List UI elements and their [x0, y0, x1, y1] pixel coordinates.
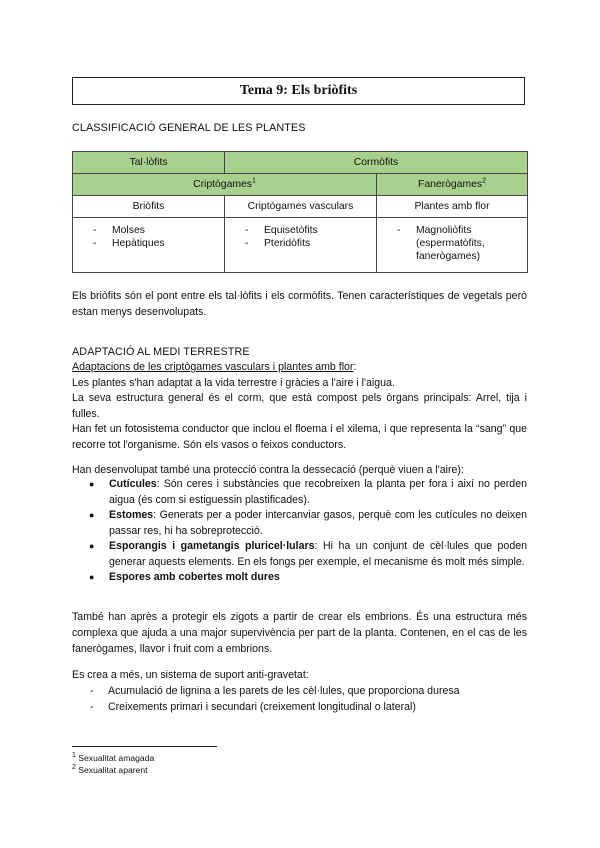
list-item: - Molses [93, 224, 224, 237]
classification-table [72, 151, 528, 273]
table-cell-briofits: Briòfits [73, 196, 225, 218]
table-row [73, 174, 528, 196]
list-item: - Pteridòfits [245, 237, 376, 250]
footnote: $^1$ Sexualitat amagada [72, 752, 155, 763]
embryos-paragraph: També han après a protegir els zigots a partir de crear els embrions. És una estructura més complexa que ajuda a una major supervivència per part de la planta. Contenen, en el cas de les fanerògames, llavor i fruit com a embrions. [72, 611, 527, 655]
section-heading-classification: CLASSIFICACIÓ GENERAL DE LES PLANTES [72, 122, 306, 134]
page-title: Tema 9: Els briòfits [239, 83, 358, 98]
list-item: ● Espores amb cobertes molt dures [72, 570, 527, 586]
list-item: - Hepàtiques [93, 237, 224, 250]
table-cell-criptogames: Criptògames$^1$ [73, 174, 377, 196]
list-item: ● Esporangis i gametangis pluricel·lulars: Hi ha un conjunt de cèl·lules que poden generar aquests elements. En els fongs per exemple, el mecanisme és molt més simple. [72, 539, 527, 570]
table-cell-plantes-flor: Plantes amb flor [377, 196, 528, 218]
table-cell-list-vasculars [225, 218, 377, 273]
list-item: ● Estomes: Generats per a poder intercanviar gasos, perquè com les cutícules no deixen passar res, hi ha sobreprotecció. [72, 508, 527, 539]
list-item: ● Cutícules: Són ceres i substàncies que recobreixen la planta per fora i així no perden aigua (és com si estiguessin plastificades). [72, 477, 527, 508]
footnotes [72, 752, 154, 776]
section-heading-adaptation: ADAPTACIÓ AL MEDI TERRESTRE [72, 346, 250, 358]
adaptation-block [72, 360, 527, 453]
paragraph: La seva estructura general és el corm, que està compost pels òrgans principals: Arrel, tija i fulles. [72, 392, 527, 420]
support-paragraph: Es crea a més, un sistema de suport anti-gravetat: [72, 669, 309, 681]
table-cell-list-flor [377, 218, 528, 273]
title-box [72, 77, 525, 105]
support-list [72, 683, 527, 715]
table-cell-cormofits: Cormòfits [225, 152, 528, 174]
protection-list [72, 477, 527, 586]
list-item: - Magnoliòfits (espermatòfits, fanerògames) [397, 224, 527, 263]
list-item: - Equisetòfits [245, 224, 376, 237]
table-row [73, 196, 528, 218]
table-row [73, 152, 528, 174]
table-cell-criptogames-vasculars: Criptògames vasculars [225, 196, 377, 218]
list-item: - Acumulació de lignina a les parets de les cèl·lules, que proporciona duresa [72, 683, 527, 699]
paragraph: Les plantes s'han adaptat a la vida terrestre i gràcies a l'aire i l'aigua. [72, 376, 395, 389]
table-row [73, 218, 528, 273]
list-item: - Creixements primari i secundari (creixement longitudinal o lateral) [72, 699, 527, 715]
protection-paragraph: Han desenvolupat també una protecció contra la dessecació (perquè viuen a l'aire): [72, 464, 464, 476]
paragraph: Han fet un fotosistema conductor que inclou el floema i el xilema, i que representa la “sang” que recorre tot l'organisme. Són els vasos o feixos conductors. [72, 423, 527, 451]
footnote: $^2$ Sexualitat aparent [72, 764, 148, 775]
footnote-divider [72, 746, 217, 747]
intro-paragraph: Els briòfits són el pont entre els tal·lòfits i els cormòfits. Tenen característiques de vegetals però estan menys desenvolupats. [72, 290, 527, 318]
table-cell-list-briofits [73, 218, 225, 273]
table-cell-talofits: Tal·lòfits [73, 152, 225, 174]
table-cell-fanerogames: Fanerògames$^2$ [377, 174, 528, 196]
subheading: Adaptacions de les criptògames vasculars i plantes amb flor: [72, 361, 357, 373]
